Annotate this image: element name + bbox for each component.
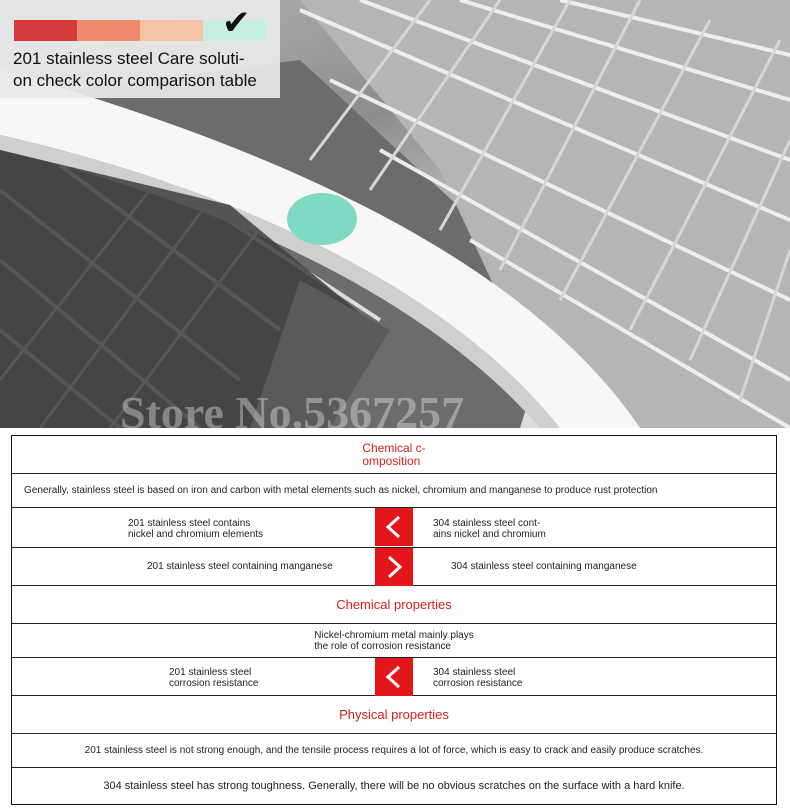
nickel-201-text: 201 stainless steel contains nickel and chromium elements	[128, 518, 264, 540]
table-row	[12, 436, 776, 474]
table-row	[12, 768, 776, 804]
comparison-table	[11, 435, 777, 805]
table-row	[12, 658, 776, 696]
table-row	[12, 624, 776, 658]
manganese-201-text: 201 stainless steel containing manganese	[147, 561, 333, 572]
check-icon: ✔	[222, 3, 251, 43]
indicator-dot	[287, 193, 357, 245]
watermark: Store No.5367257	[120, 387, 465, 428]
section-title-chemical-composition: Chemical c- omposition	[362, 440, 426, 468]
corrosion-note: Nickel-chromium metal mainly plays the role of corrosion resistance	[314, 629, 474, 652]
greater-than-icon	[375, 548, 413, 586]
table-row	[12, 508, 776, 548]
physical-304-text: 304 stainless steel has strong toughness. Generally, there will be no obvious scratches on the surface with a hard knife.	[103, 780, 685, 792]
table-row	[12, 474, 776, 508]
table-row	[12, 734, 776, 768]
swatch-red	[14, 20, 77, 41]
section-title-chemical-properties: Chemical properties	[336, 597, 452, 612]
swatch-peach	[140, 20, 203, 41]
less-than-icon	[375, 658, 413, 696]
manganese-304-text: 304 stainless steel containing manganese	[451, 561, 637, 572]
physical-201-text: 201 stainless steel is not strong enough, and the tensile process requires a lot of force, which is easy to crack and easily produce scratches.	[84, 745, 704, 756]
less-than-icon	[375, 508, 413, 546]
table-row	[12, 586, 776, 624]
nickel-304-text: 304 stainless steel cont- ains nickel and chromium	[433, 518, 546, 540]
table-row	[12, 548, 776, 586]
corrosion-201-text: 201 stainless steel corrosion resistance	[169, 667, 259, 689]
card-caption: 201 stainless steel Care soluti- on check color comparison table	[13, 49, 257, 90]
table-row	[12, 696, 776, 734]
swatch-orange	[77, 20, 140, 41]
intro-text: Generally, stainless steel is based on iron and carbon with metal elements such as nickel, chromium and manganese to produce rust protection	[24, 485, 658, 496]
section-title-physical-properties: Physical properties	[339, 707, 449, 722]
color-comparison-card	[0, 0, 280, 98]
corrosion-304-text: 304 stainless steel corrosion resistance	[433, 667, 523, 689]
